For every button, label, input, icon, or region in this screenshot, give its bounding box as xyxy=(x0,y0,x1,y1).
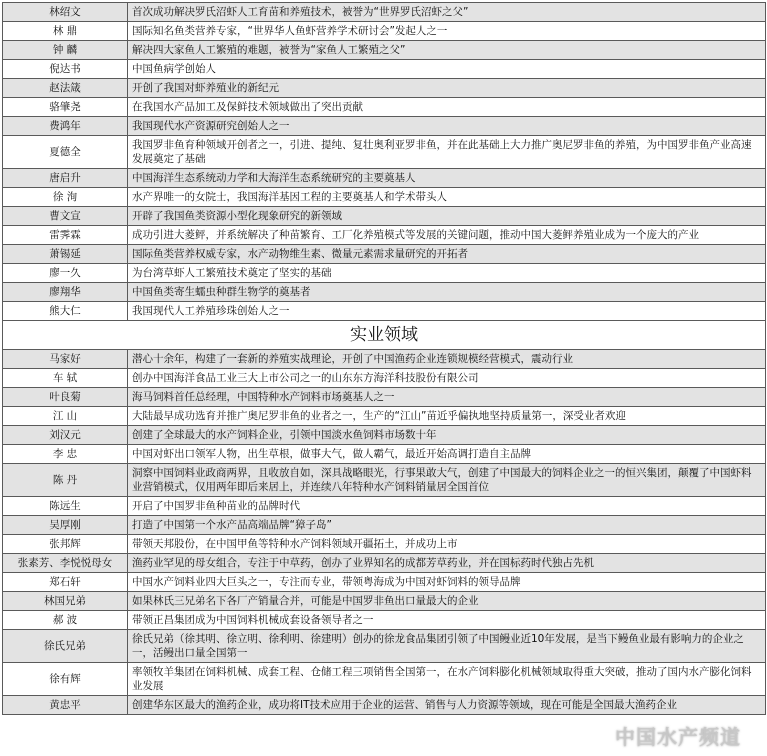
person-name-cell: 徐氏兄弟 xyxy=(3,630,128,663)
achievement-cell: 海马饲料首任总经理，中国特种水产饲料市场奠基人之一 xyxy=(128,388,766,407)
achievement-cell: 开创了我国对虾养殖业的新纪元 xyxy=(128,79,766,98)
person-name-cell: 吴厚刚 xyxy=(3,516,128,535)
person-name-cell: 刘汉元 xyxy=(3,426,128,445)
person-name-cell: 夏德全 xyxy=(3,136,128,169)
person-name-cell: 叶良菊 xyxy=(3,388,128,407)
table-row xyxy=(3,302,766,321)
achievement-cell: 大陆最早成功选育并推广奥尼罗非鱼的业者之一，生产的“江山”苗近乎偏执地坚持质量第一，深受业者欢迎 xyxy=(128,407,766,426)
achievement-cell: 开辟了我国鱼类资源小型化现象研究的新领域 xyxy=(128,207,766,226)
person-name-cell: 唐启升 xyxy=(3,169,128,188)
table-row xyxy=(3,696,766,715)
person-name-cell: 倪达书 xyxy=(3,60,128,79)
table-row xyxy=(3,350,766,369)
table-row xyxy=(3,535,766,554)
table-row xyxy=(3,207,766,226)
person-name-cell: 廖一久 xyxy=(3,264,128,283)
table-row xyxy=(3,264,766,283)
table-row xyxy=(3,426,766,445)
achievement-cell: 渔药业罕见的母女组合，专注于中草药，创办了业界知名的成都芳草药业，并在国标药时代独占先机 xyxy=(128,554,766,573)
achievement-cell: 创建华东区最大的渔药企业，成功将IT技术应用于企业的运营、销售与人力资源等领域，现在可能是全国最大渔药企业 xyxy=(128,696,766,715)
person-name-cell: 郑石轩 xyxy=(3,573,128,592)
person-name-cell: 郝 波 xyxy=(3,611,128,630)
achievement-cell: 带领天邦股份，在中国甲鱼等特种水产饲料领域开疆拓土，并成功上市 xyxy=(128,535,766,554)
person-name-cell: 萧锡延 xyxy=(3,245,128,264)
table-row xyxy=(3,3,766,22)
achievement-cell: 徐氏兄弟（徐其明、徐立明、徐利明、徐建明）创办的徐龙食品集团引领了中国鳗业近10年发展，是当下鳗鱼业最有影响力的企业之一，活鳗出口量全国第一 xyxy=(128,630,766,663)
achievement-cell: 成功引进大菱鲆，并系统解决了种苗繁育、工厂化养殖模式等发展的关键问题，推动中国大菱鲆养殖业成为一个庞大的产业 xyxy=(128,226,766,245)
person-name-cell: 赵法箴 xyxy=(3,79,128,98)
achievement-cell: 潜心十余年，构建了一套新的养殖实战理论，开创了中国渔药企业连锁规模经营模式，震动行业 xyxy=(128,350,766,369)
person-name-cell: 张邦辉 xyxy=(3,535,128,554)
person-name-cell: 马家好 xyxy=(3,350,128,369)
achievement-cell: 为台湾草虾人工繁殖技术奠定了坚实的基础 xyxy=(128,264,766,283)
honor-roll-table xyxy=(2,2,766,715)
achievement-cell: 如果林氏三兄弟名下各厂产销量合并，可能是中国罗非鱼出口量最大的企业 xyxy=(128,592,766,611)
table-row xyxy=(3,369,766,388)
achievement-cell: 洞察中国饲料业政商两界，且收放自如，深具战略眼光，行事果敢大气，创建了中国最大的饲料企业之一的恒兴集团，颠覆了中国虾料业营销模式，仅用两年即后来居上，并连续八年特种水产饲料销量居全国首位 xyxy=(128,464,766,497)
achievement-cell: 国际鱼类营养权威专家，水产动物维生素、微量元素需求量研究的开拓者 xyxy=(128,245,766,264)
table-row xyxy=(3,79,766,98)
table-row xyxy=(3,611,766,630)
table-row xyxy=(3,464,766,497)
table-row xyxy=(3,407,766,426)
section-header-row xyxy=(3,321,766,350)
achievement-cell: 中国水产饲料业四大巨头之一，专注而专业，带领粤海成为中国对虾饲料的领导品牌 xyxy=(128,573,766,592)
person-name-cell: 李 忠 xyxy=(3,445,128,464)
table-row xyxy=(3,630,766,663)
table-row xyxy=(3,516,766,535)
person-name-cell: 徐有辉 xyxy=(3,663,128,696)
achievement-cell: 创建了全球最大的水产饲料企业，引领中国淡水鱼饲料市场数十年 xyxy=(128,426,766,445)
achievement-cell: 我国罗非鱼育种领域开创者之一，引进、提纯、复壮奥利亚罗非鱼，并在此基础上大力推广奥尼罗非鱼的养殖，为中国罗非鱼产业高速发展奠定了基础 xyxy=(128,136,766,169)
achievement-cell: 水产界唯一的女院士，我国海洋基因工程的主要奠基人和学术带头人 xyxy=(128,188,766,207)
achievement-cell: 中国鱼类寄生蠕虫种群生物学的奠基者 xyxy=(128,283,766,302)
table-row xyxy=(3,60,766,79)
person-name-cell: 车 轼 xyxy=(3,369,128,388)
table-row xyxy=(3,245,766,264)
person-name-cell: 廖翔华 xyxy=(3,283,128,302)
table-row xyxy=(3,22,766,41)
table-row xyxy=(3,663,766,696)
person-name-cell: 黄忠平 xyxy=(3,696,128,715)
table-row xyxy=(3,554,766,573)
person-name-cell: 陈远生 xyxy=(3,497,128,516)
achievement-cell: 创办中国海洋食品工业三大上市公司之一的山东东方海洋科技股份有限公司 xyxy=(128,369,766,388)
section-title: 实业领域 xyxy=(3,321,766,350)
person-name-cell: 林 鼎 xyxy=(3,22,128,41)
achievement-cell: 我国现代水产资源研究创始人之一 xyxy=(128,117,766,136)
person-name-cell: 张素芳、李悦悦母女 xyxy=(3,554,128,573)
achievement-cell: 解决四大家鱼人工繁殖的难题，被誉为“家鱼人工繁殖之父” xyxy=(128,41,766,60)
honor-roll-sheet xyxy=(2,2,765,715)
table-row xyxy=(3,497,766,516)
table-row xyxy=(3,41,766,60)
achievement-cell: 中国鱼病学创始人 xyxy=(128,60,766,79)
person-name-cell: 曹文宣 xyxy=(3,207,128,226)
achievement-cell: 在我国水产品加工及保鲜技术领域做出了突出贡献 xyxy=(128,98,766,117)
achievement-cell: 打造了中国第一个水产品高端品牌“獐子岛” xyxy=(128,516,766,535)
table-row xyxy=(3,573,766,592)
person-name-cell: 江 山 xyxy=(3,407,128,426)
table-row xyxy=(3,445,766,464)
achievement-cell: 首次成功解决罗氏沼虾人工育苗和养殖技术，被誉为“世界罗氏沼虾之父” xyxy=(128,3,766,22)
achievement-cell: 中国海洋生态系统动力学和大海洋生态系统研究的主要奠基人 xyxy=(128,169,766,188)
table-row xyxy=(3,388,766,407)
table-row xyxy=(3,117,766,136)
achievement-cell: 开启了中国罗非鱼种苗业的品牌时代 xyxy=(128,497,766,516)
achievement-cell: 率领牧羊集团在饲料机械、成套工程、仓储工程三项销售全国第一，在水产饲料膨化机械领域取得重大突破，推动了国内水产膨化饲料业发展 xyxy=(128,663,766,696)
table-row xyxy=(3,226,766,245)
person-name-cell: 陈 丹 xyxy=(3,464,128,497)
achievement-cell: 国际知名鱼类营养专家，“世界华人鱼虾营养学术研讨会”发起人之一 xyxy=(128,22,766,41)
table-row xyxy=(3,188,766,207)
person-name-cell: 骆肇尧 xyxy=(3,98,128,117)
achievement-cell: 中国对虾出口领军人物，出生草根，做事大气，做人霸气，最近开始高调打造自主品牌 xyxy=(128,445,766,464)
watermark-logo: 中国水产频道 xyxy=(615,725,741,749)
person-name-cell: 林绍文 xyxy=(3,3,128,22)
person-name-cell: 雷霁霖 xyxy=(3,226,128,245)
person-name-cell: 徐 洵 xyxy=(3,188,128,207)
honor-roll-body xyxy=(3,3,766,715)
person-name-cell: 钟 麟 xyxy=(3,41,128,60)
table-row xyxy=(3,98,766,117)
table-row xyxy=(3,169,766,188)
person-name-cell: 熊大仁 xyxy=(3,302,128,321)
table-row xyxy=(3,592,766,611)
achievement-cell: 带领正昌集团成为中国饲料机械成套设备领导者之一 xyxy=(128,611,766,630)
person-name-cell: 林国兄弟 xyxy=(3,592,128,611)
person-name-cell: 费鸿年 xyxy=(3,117,128,136)
table-row xyxy=(3,283,766,302)
achievement-cell: 我国现代人工养殖珍珠创始人之一 xyxy=(128,302,766,321)
table-row xyxy=(3,136,766,169)
